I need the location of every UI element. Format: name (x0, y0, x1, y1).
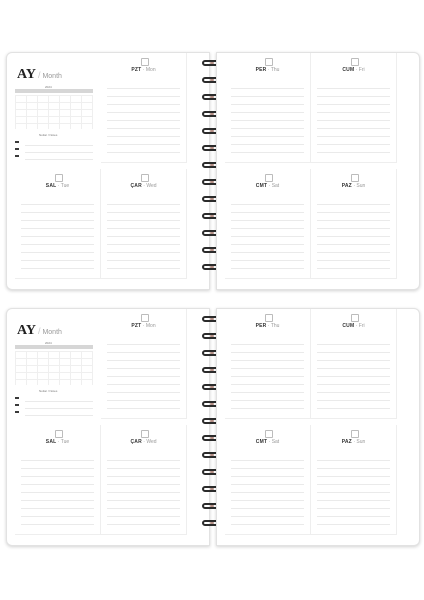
day-cell-wed[interactable] (101, 169, 187, 279)
writing-lines[interactable] (317, 81, 390, 156)
planner-spread-top (6, 52, 418, 288)
checkbox-icon[interactable] (265, 174, 273, 182)
bullet-mark (15, 141, 19, 143)
day-cell-wed[interactable] (101, 425, 187, 535)
left-page (6, 52, 210, 290)
notes-label: Notlar / Notes (39, 389, 58, 393)
checkbox-icon[interactable] (351, 314, 359, 322)
day-label: SAL · Tue (45, 439, 70, 445)
month-bar (15, 85, 93, 93)
bullet-mark (15, 148, 19, 150)
day-label: PZT · Mon (131, 323, 156, 329)
day-label: PAZ · Sun (341, 439, 366, 445)
writing-lines[interactable] (231, 81, 304, 156)
day-cell-sat[interactable] (225, 169, 311, 279)
checkbox-icon[interactable] (351, 58, 359, 66)
writing-lines[interactable] (107, 197, 180, 272)
checkbox-icon[interactable] (141, 430, 149, 438)
month-bar (15, 341, 93, 349)
notes-label: Notlar / Notes (39, 133, 58, 137)
month-title (17, 65, 62, 83)
writing-lines[interactable] (107, 81, 180, 156)
day-label: CMT · Sat (255, 439, 280, 445)
checkbox-icon[interactable] (141, 314, 149, 322)
checkbox-icon[interactable] (351, 430, 359, 438)
writing-lines[interactable] (107, 453, 180, 528)
title-separator: / (37, 70, 41, 80)
day-cell-sun[interactable] (311, 169, 397, 279)
month-title-tr: AY (17, 67, 36, 82)
checkbox-icon[interactable] (351, 174, 359, 182)
month-overview (13, 315, 93, 421)
day-label: PAZ · Sun (341, 183, 366, 189)
month-title-en: Month (42, 329, 62, 336)
day-cell-tue[interactable] (15, 425, 101, 535)
bullet-mark (15, 155, 19, 157)
checkbox-icon[interactable] (265, 58, 273, 66)
month-title (17, 321, 62, 339)
day-label: PER · Thu (255, 67, 280, 73)
notes-lines (25, 395, 93, 417)
right-page (216, 52, 420, 290)
right-page (216, 308, 420, 546)
day-label: CUM · Fri (342, 67, 365, 73)
day-label: SAL · Tue (45, 183, 70, 189)
mini-calendar-grid (15, 95, 93, 129)
left-page (6, 308, 210, 546)
bullet-mark (15, 411, 19, 413)
writing-lines[interactable] (107, 337, 180, 412)
planner-spread-bottom (6, 308, 418, 544)
writing-lines[interactable] (317, 197, 390, 272)
writing-lines[interactable] (231, 337, 304, 412)
writing-lines[interactable] (317, 453, 390, 528)
checkbox-icon[interactable] (55, 174, 63, 182)
writing-lines[interactable] (231, 197, 304, 272)
bullet-mark (15, 397, 19, 399)
day-cell-thu[interactable] (225, 309, 311, 419)
day-cell-fri[interactable] (311, 309, 397, 419)
month-title-tr: AY (17, 323, 36, 338)
day-cell-thu[interactable] (225, 53, 311, 163)
checkbox-icon[interactable] (265, 430, 273, 438)
notes-lines (25, 139, 93, 161)
writing-lines[interactable] (317, 337, 390, 412)
day-label: PER · Thu (255, 323, 280, 329)
bullet-mark (15, 404, 19, 406)
title-separator: / (37, 326, 41, 336)
day-label: ÇAR · Wed (130, 183, 157, 189)
day-label: ÇAR · Wed (130, 439, 157, 445)
month-overview (13, 59, 93, 165)
checkbox-icon[interactable] (141, 58, 149, 66)
day-label: CMT · Sat (255, 183, 280, 189)
checkbox-icon[interactable] (141, 174, 149, 182)
month-bar-label: 2024 (45, 341, 52, 345)
checkbox-icon[interactable] (265, 314, 273, 322)
day-cell-tue[interactable] (15, 169, 101, 279)
checkbox-icon[interactable] (55, 430, 63, 438)
day-cell-sat[interactable] (225, 425, 311, 535)
day-label: PZT · Mon (131, 67, 156, 73)
month-bar-label: 2024 (45, 85, 52, 89)
writing-lines[interactable] (21, 453, 94, 528)
day-cell-fri[interactable] (311, 53, 397, 163)
writing-lines[interactable] (231, 453, 304, 528)
month-title-en: Month (42, 73, 62, 80)
day-label: CUM · Fri (342, 323, 365, 329)
writing-lines[interactable] (21, 197, 94, 272)
mini-calendar-grid (15, 351, 93, 385)
day-cell-sun[interactable] (311, 425, 397, 535)
day-cell-mon[interactable] (101, 53, 187, 163)
day-cell-mon[interactable] (101, 309, 187, 419)
